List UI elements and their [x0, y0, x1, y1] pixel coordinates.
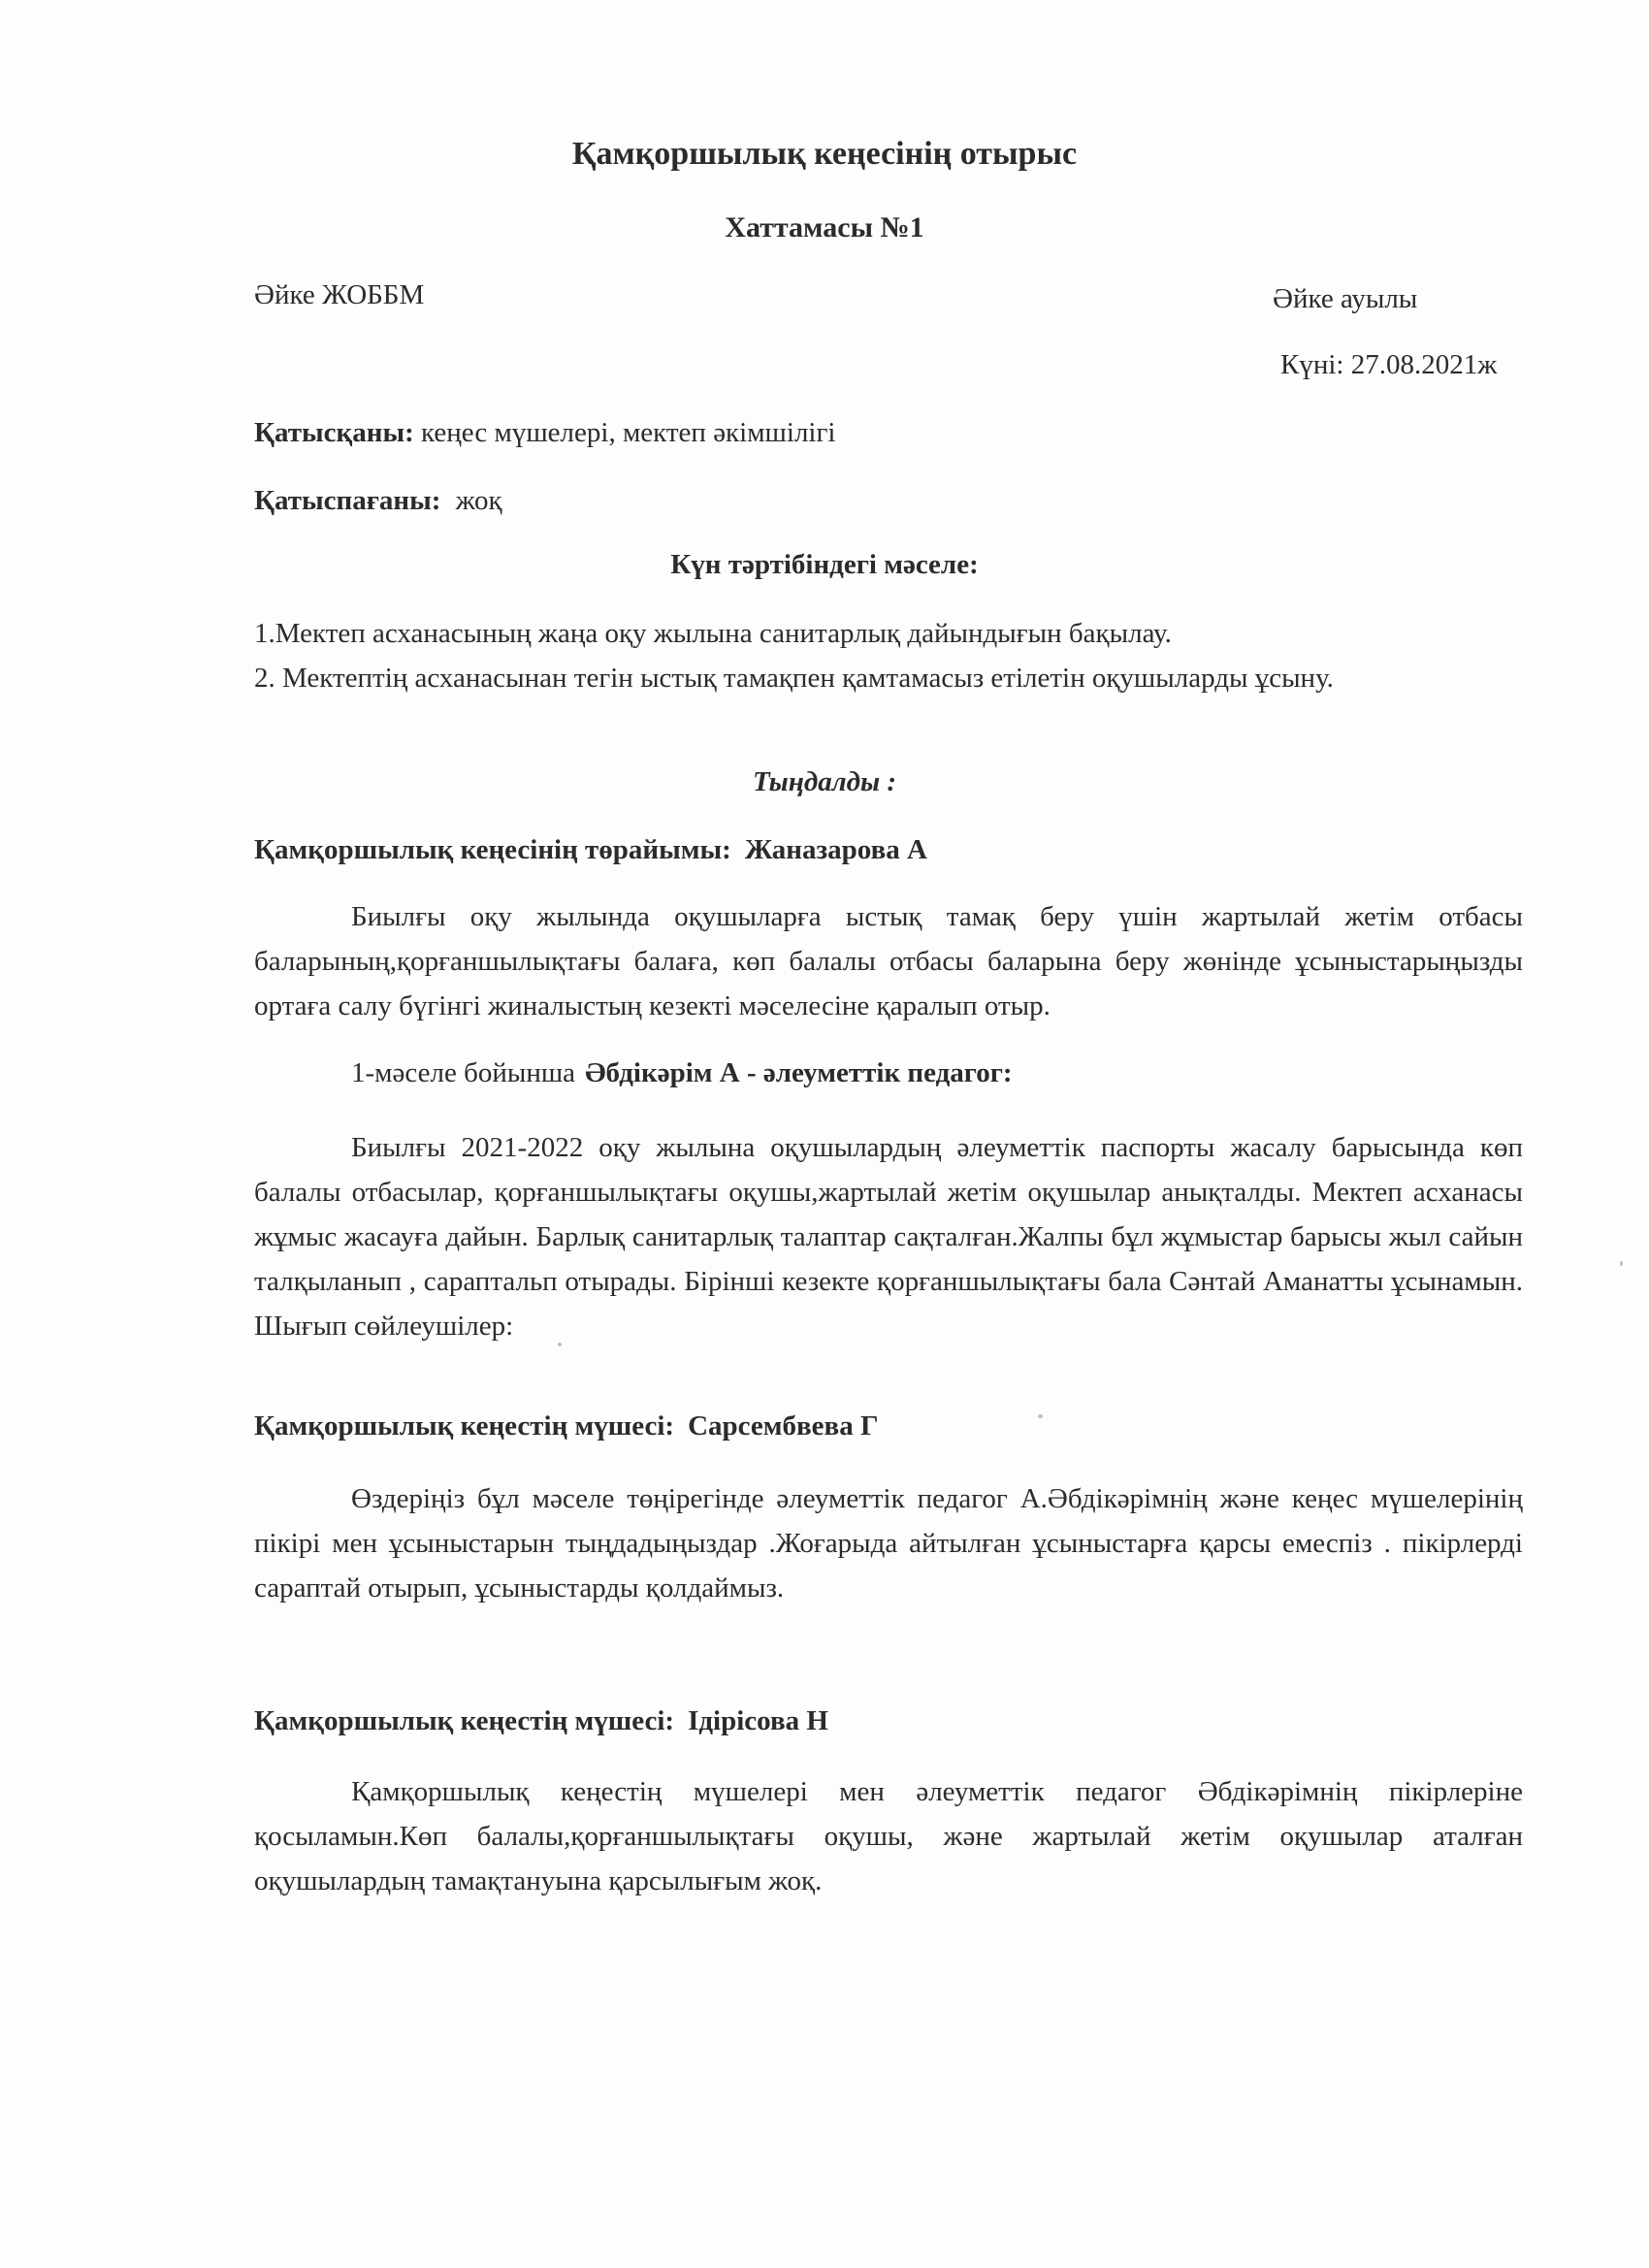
present-label: Қатысқаны:	[254, 417, 414, 448]
agenda-list	[254, 611, 1334, 700]
speaker-role: Қамқоршылық кеңестің мүшесі:	[254, 1410, 675, 1442]
speaker-chair	[254, 834, 927, 866]
agenda-heading: Күн тәртібіндегі мәселе:	[670, 549, 979, 580]
speaker-member-1	[254, 1410, 878, 1442]
absent-label: Қатыспағаны:	[254, 485, 441, 516]
speaker-name: Ідірісова Н	[688, 1705, 828, 1736]
speaker-role: Қамқоршылық кеңестің мүшесі:	[254, 1705, 675, 1736]
meeting-date: Күні: 27.08.2021ж	[1280, 349, 1498, 380]
scan-speck	[1620, 1261, 1623, 1266]
speaker-name: Сарсембвева Г	[688, 1410, 879, 1442]
school-name: Әйке ЖОББМ	[254, 279, 425, 310]
speaker-member-2-text: Қамқоршылық кеңестің мүшелері мен әлеуметтік педагог Әбдікәрімнің пікірлеріне қосыламын.Көп балалы,қорғаншылықтағы оқушы, және жартылай жетім оқушылар аталған оқушылардың тамақтануына қарсылығым жоқ.	[254, 1776, 1523, 1896]
issue-speaker: Әбдікәрім А - әлеуметтік педагог:	[585, 1057, 1013, 1088]
attendance-present	[254, 415, 835, 452]
agenda-item: 1.Мектеп асханасының жаңа оқу жылына санитарлық дайындығын бақылау.	[254, 618, 1172, 649]
speaker-chair-text: Биылғы оқу жылында оқушыларға ыстық тамақ беру үшін жартылай жетім отбасы баларының,қорғаншылықтағы балаға, көп балалы отбасы баларына беру жөнінде ұсыныстарыңызды ортаға салу бүгінгі жиналыстың кезекті мәселесіне қаралып отыр.	[254, 901, 1523, 1021]
issue-1-text: Биылғы 2021-2022 оқу жылына оқушылардың әлеуметтік паспорты жасалу барысында көп балалы отбасылар, қорғаншылықтағы оқушы,жартылай жетім оқушылар анықталды. Мектеп асханасы жұмыс жасауға дайын. Барлық санитарлық талаптар сақталған.Жалпы бұл жұмыстар барысы жыл сайын талқыланып , сараптальп отырады. Бірінші кезекте қорғаншылықтағы бала Сәнтай Аманатты ұсынамын. Шығып сөйлеушілер:	[254, 1132, 1523, 1342]
document-title: Қамқоршылық кеңесінің отырыс	[571, 136, 1078, 172]
speaker-name: Жаназарова А	[744, 834, 927, 865]
issue-prefix: 1-мәселе бойынша	[351, 1057, 576, 1088]
present-value: кеңес мүшелері, мектеп әкімшілігі	[421, 417, 836, 448]
issue-1-heading	[351, 1057, 1013, 1089]
agenda-item: 2. Мектептің асханасынан тегін ыстық тамақпен қамтамасыз етілетін оқушыларды ұсыну.	[254, 663, 1334, 694]
attendance-absent	[254, 483, 502, 520]
speaker-role: Қамқоршылық кеңесінің төрайымы:	[254, 834, 731, 865]
absent-value: жоқ	[455, 485, 502, 516]
scan-speck	[1038, 1414, 1043, 1418]
speaker-member-2	[254, 1705, 828, 1737]
speaker-member-1-text: Өздеріңіз бұл мәселе төңірегінде әлеуметтік педагог А.Әбдікәрімнің және кеңес мүшелерінің пікірі мен ұсыныстарын тыңдадыңыздар .Жоғарыда айтылған ұсыныстарға қарсы емеспіз . пікірлерді сараптай отырып, ұсыныстарды қолдаймыз.	[254, 1483, 1523, 1604]
village-name: Әйке ауылы	[1273, 283, 1418, 314]
scan-speck	[558, 1343, 562, 1346]
heard-heading: Тыңдалды :	[752, 766, 897, 797]
document-subtitle: Хаттамасы №1	[725, 211, 924, 243]
